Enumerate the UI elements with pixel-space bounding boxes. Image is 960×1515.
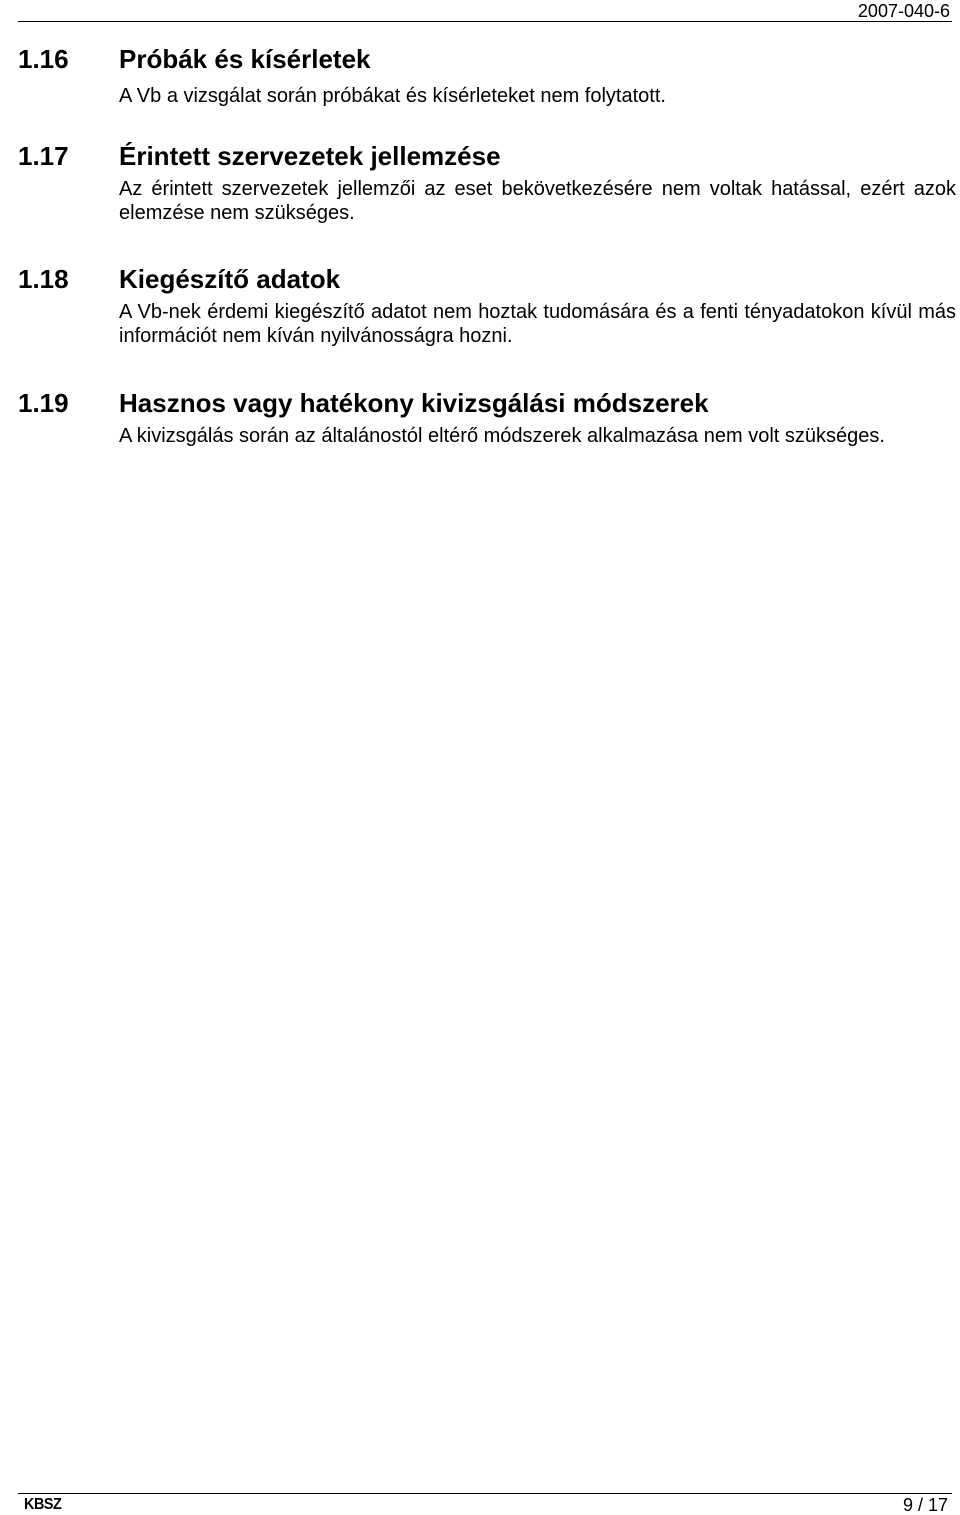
section-number: 1.19 [18,388,69,418]
section-body: A Vb-nek érdemi kiegészítő adatot nem hoztak tudomására és a fenti tényadatokon kívül más információt nem kíván nyilvánosságra hozni. [119,301,956,347]
section-number: 1.17 [18,141,69,171]
section-body: A kivizsgálás során az általánostól eltérő módszerek alkalmazása nem volt szükséges. [119,425,885,447]
kbsz-logo: KBSZ [24,1496,62,1513]
section-number: 1.16 [18,44,69,74]
section-title: Kiegészítő adatok [119,264,341,294]
page-number: 9 / 17 [902,1495,948,1515]
section-1-17 [18,141,956,225]
section-heading [18,44,956,74]
doc-id: 2007-040-6 [857,1,950,21]
section-body: A Vb a vizsgálat során próbákat és kísérleteket nem folytatott. [119,85,666,107]
section-title: Hasznos vagy hatékony kivizsgálási módszerek [119,388,709,418]
section-number: 1.18 [18,264,69,294]
section-heading [18,141,956,171]
section-body: Az érintett szervezetek jellemzői az eset bekövetkezésére nem voltak hatással, ezért azok elemzése nem szükséges. [119,178,956,224]
section-heading [18,388,956,418]
section-title: Próbák és kísérletek [119,44,371,74]
section-heading [18,264,956,294]
section-1-19 [18,388,956,448]
footer-rule [18,1493,952,1494]
section-1-18 [18,264,956,348]
section-1-16 [18,44,956,108]
header-rule [18,21,952,22]
section-title: Érintett szervezetek jellemzése [119,141,501,171]
